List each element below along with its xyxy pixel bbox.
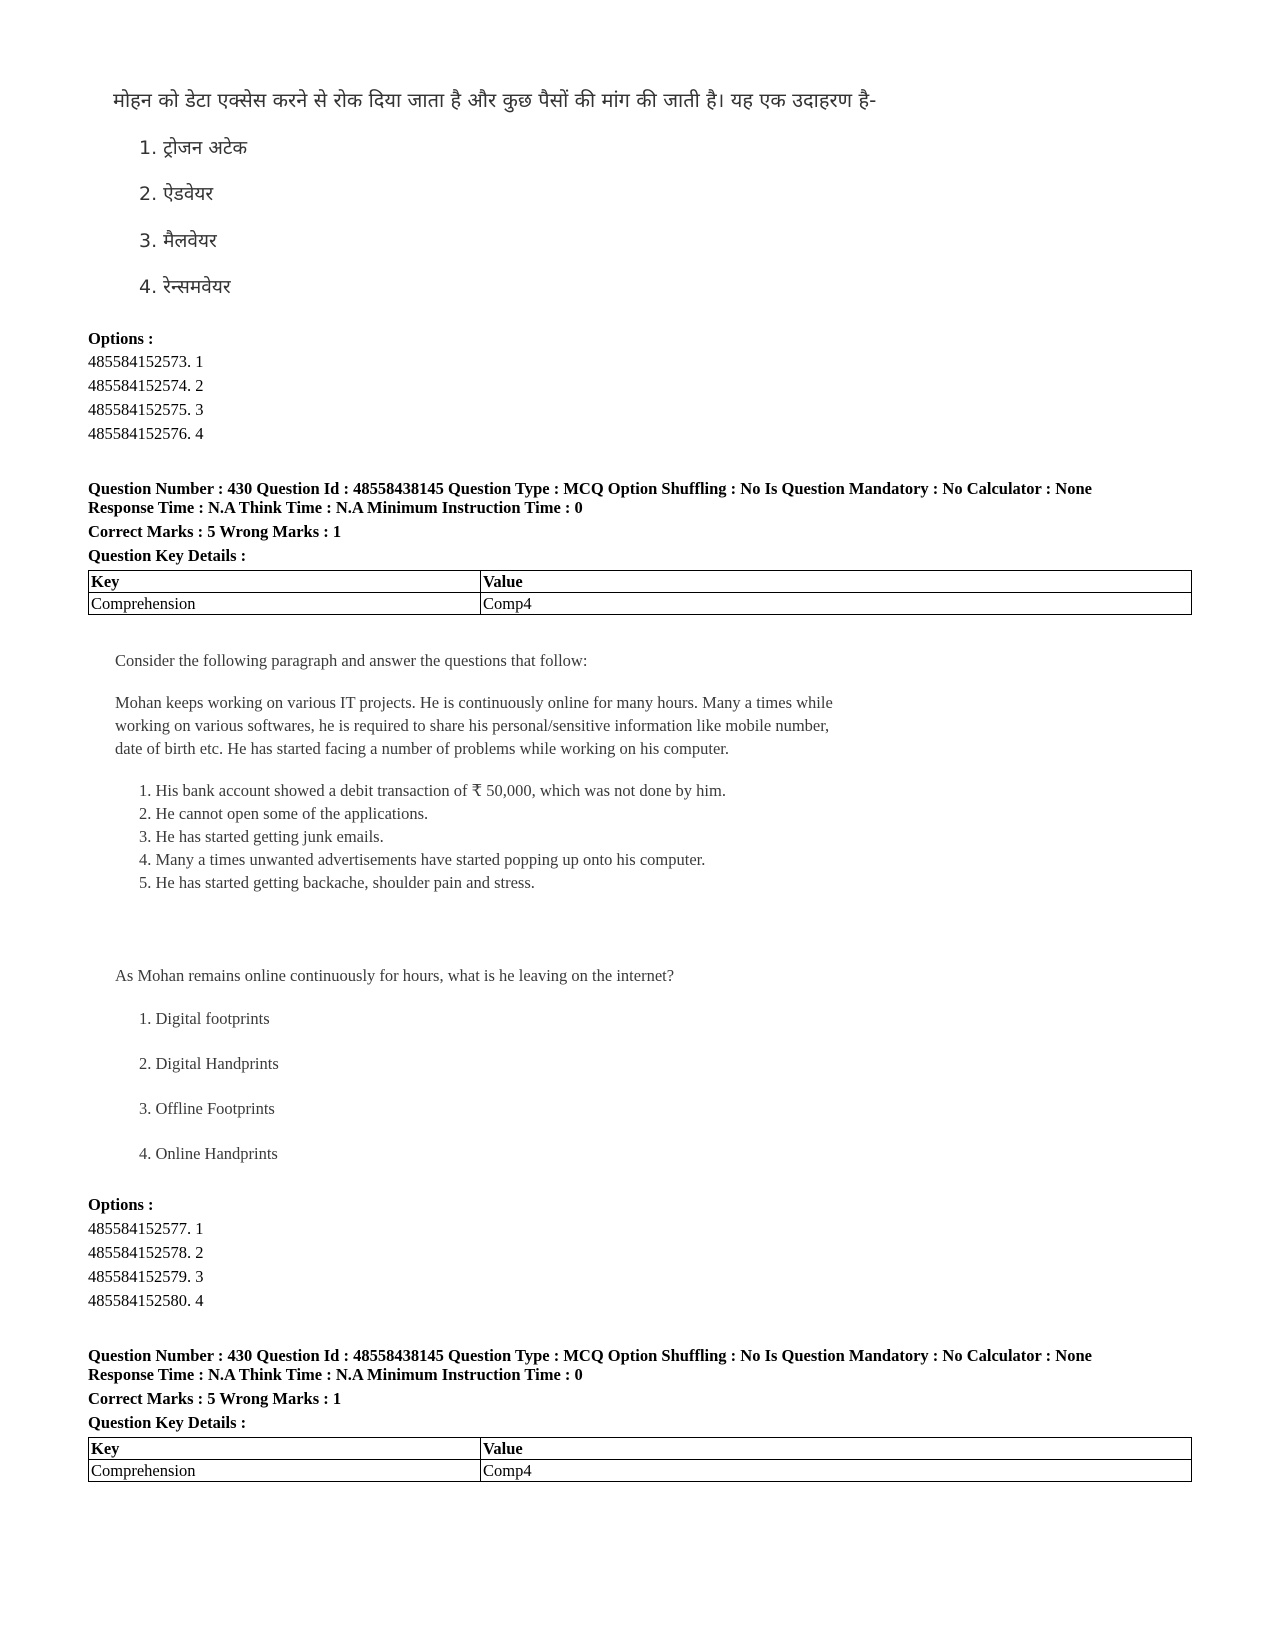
- question-1-text: मोहन को डेटा एक्सेस करने से रोक दिया जाता है और कुछ पैसों की मांग की जाती है। यह एक उदाहरण है-: [113, 88, 877, 112]
- q2-option-2: 485584152578. 2: [88, 1243, 204, 1262]
- question-2-text: As Mohan remains online continuously for hours, what is he leaving on the internet?: [115, 966, 675, 985]
- q2-option-1: 485584152577. 1: [88, 1219, 204, 1238]
- q2-option-3: 485584152579. 3: [88, 1267, 204, 1286]
- q1-choice-1: 1. ट्रोजन अटेक: [139, 137, 248, 159]
- passage-point-5: 5. He has started getting backache, shoulder pain and stress.: [139, 873, 535, 892]
- meta2-key-details: Question Key Details :: [88, 1413, 247, 1432]
- meta2-marks: Correct Marks : 5 Wrong Marks : 1: [88, 1389, 342, 1408]
- passage-intro: Consider the following paragraph and answer the questions that follow:: [115, 651, 588, 670]
- meta1-key-table: [88, 570, 1192, 615]
- meta2-line2: Response Time : N.A Think Time : N.A Minimum Instruction Time : 0: [88, 1365, 583, 1384]
- meta1-line1: Question Number : 430 Question Id : 48558438145 Question Type : MCQ Option Shuffling : No Is Question Mandatory : No Calculator : None: [88, 479, 1092, 498]
- q2-choice-4: 4. Online Handprints: [139, 1144, 278, 1163]
- q1-choice-3: 3. मैलवेयर: [139, 230, 217, 252]
- passage-point-2: 2. He cannot open some of the applications.: [139, 804, 429, 823]
- q2-option-4: 485584152580. 4: [88, 1291, 204, 1310]
- q1-option-4: 485584152576. 4: [88, 424, 204, 443]
- value-cell: Comp4: [481, 593, 1192, 615]
- passage-point-1: 1. His bank account showed a debit transaction of ₹ 50,000, which was not done by him.: [139, 781, 726, 800]
- passage-line-3: date of birth etc. He has started facing a number of problems while working on his computer.: [115, 739, 729, 758]
- q1-option-2: 485584152574. 2: [88, 376, 204, 395]
- passage-point-3: 3. He has started getting junk emails.: [139, 827, 384, 846]
- value-header: Value: [481, 571, 1192, 593]
- q2-options-label: Options :: [88, 1195, 154, 1214]
- meta1-marks: Correct Marks : 5 Wrong Marks : 1: [88, 522, 342, 541]
- q1-option-3: 485584152575. 3: [88, 400, 204, 419]
- key-cell: Comprehension: [89, 1460, 481, 1482]
- meta1-line2: Response Time : N.A Think Time : N.A Minimum Instruction Time : 0: [88, 498, 583, 517]
- q2-choice-2: 2. Digital Handprints: [139, 1054, 279, 1073]
- passage-point-4: 4. Many a times unwanted advertisements have started popping up onto his computer.: [139, 850, 706, 869]
- value-cell: Comp4: [481, 1460, 1192, 1482]
- passage-line-2: working on various softwares, he is required to share his personal/sensitive information like mobile number,: [115, 716, 830, 735]
- q2-choice-3: 3. Offline Footprints: [139, 1099, 275, 1118]
- q1-choice-4: 4. रेन्समवेयर: [139, 276, 231, 298]
- q1-options-label: Options :: [88, 329, 154, 348]
- meta2-key-table: [88, 1437, 1192, 1482]
- q2-choice-1: 1. Digital footprints: [139, 1009, 270, 1028]
- meta1-key-details: Question Key Details :: [88, 546, 247, 565]
- q1-choice-2: 2. ऐडवेयर: [139, 183, 214, 205]
- key-cell: Comprehension: [89, 593, 481, 615]
- value-header: Value: [481, 1438, 1192, 1460]
- meta2-line1: Question Number : 430 Question Id : 48558438145 Question Type : MCQ Option Shuffling : No Is Question Mandatory : No Calculator : None: [88, 1346, 1092, 1365]
- q1-option-1: 485584152573. 1: [88, 352, 204, 371]
- key-header: Key: [89, 1438, 481, 1460]
- key-header: Key: [89, 571, 481, 593]
- passage-line-1: Mohan keeps working on various IT projects. He is continuously online for many hours. Many a times while: [115, 693, 833, 712]
